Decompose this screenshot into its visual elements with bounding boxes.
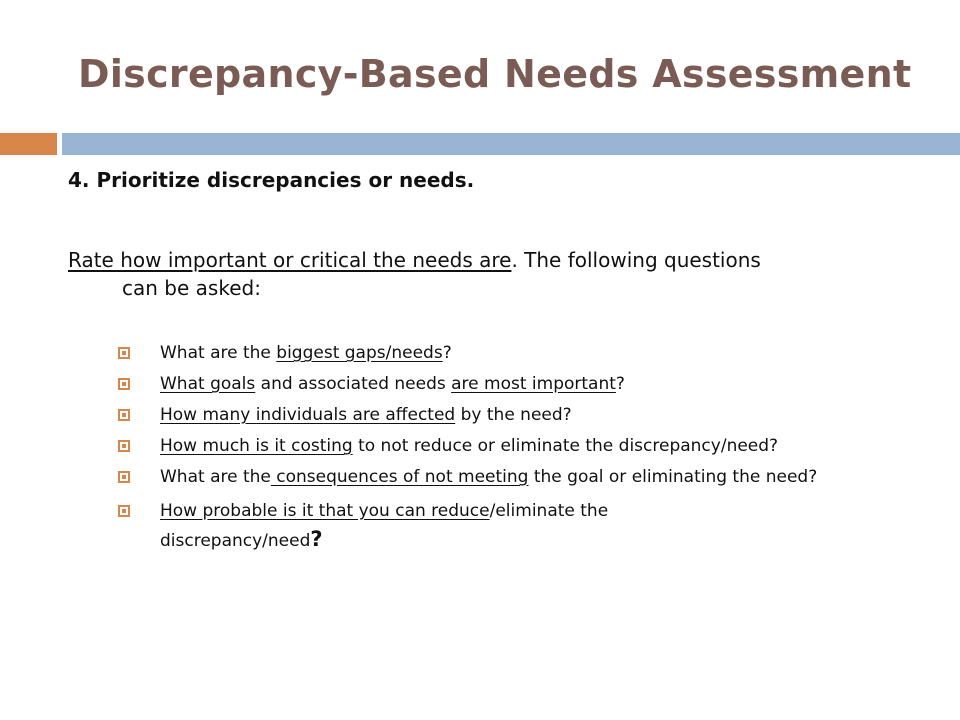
square-bullet-icon [118, 505, 130, 517]
accent-bar-orange [0, 133, 57, 155]
text-part: ? [615, 374, 625, 394]
accent-bar-blue [62, 133, 960, 155]
text-part-underlined: consequences of not meeting [270, 467, 529, 487]
text-part-underlined: biggest gaps/needs [276, 343, 443, 363]
question-list [118, 342, 918, 564]
text-part: discrepancy/need [160, 531, 311, 551]
subheading: 4. Prioritize discrepancies or needs. [68, 168, 475, 192]
slide-title: Discrepancy-Based Needs Assessment [78, 52, 912, 96]
text-part: ? [310, 527, 323, 551]
list-item [118, 342, 918, 364]
text-part: to not reduce or eliminate the discrepancy/need? [352, 436, 779, 456]
text-part: What are the [160, 343, 277, 363]
text-part-underlined: How much is it costing [160, 436, 353, 456]
text-part-underlined: are most important [451, 374, 616, 394]
square-bullet-icon [118, 378, 130, 390]
text-part: by the need? [455, 405, 572, 425]
list-item [118, 466, 918, 488]
text-part: ? [442, 343, 452, 363]
intro-rest-2: can be asked: [122, 276, 261, 300]
list-item [118, 373, 918, 395]
square-bullet-icon [118, 471, 130, 483]
intro-rest-1: . The following questions [511, 248, 761, 272]
text-part: /eliminate the [489, 501, 609, 521]
text-part: What are the [160, 467, 271, 487]
text-part-underlined: How many individuals are affected [160, 405, 456, 425]
list-item [118, 435, 918, 457]
text-part-underlined: How probable is it that you can reduce [160, 501, 490, 521]
intro-underlined: Rate how important or critical the needs are [68, 248, 512, 272]
list-item [118, 497, 918, 555]
square-bullet-icon [118, 440, 130, 452]
text-part: the goal or eliminating the need? [528, 467, 818, 487]
intro-paragraph [68, 246, 948, 302]
square-bullet-icon [118, 409, 130, 421]
text-part: and associated needs [255, 374, 452, 394]
square-bullet-icon [118, 347, 130, 359]
text-part-underlined: What goals [160, 374, 256, 394]
list-item [118, 404, 918, 426]
